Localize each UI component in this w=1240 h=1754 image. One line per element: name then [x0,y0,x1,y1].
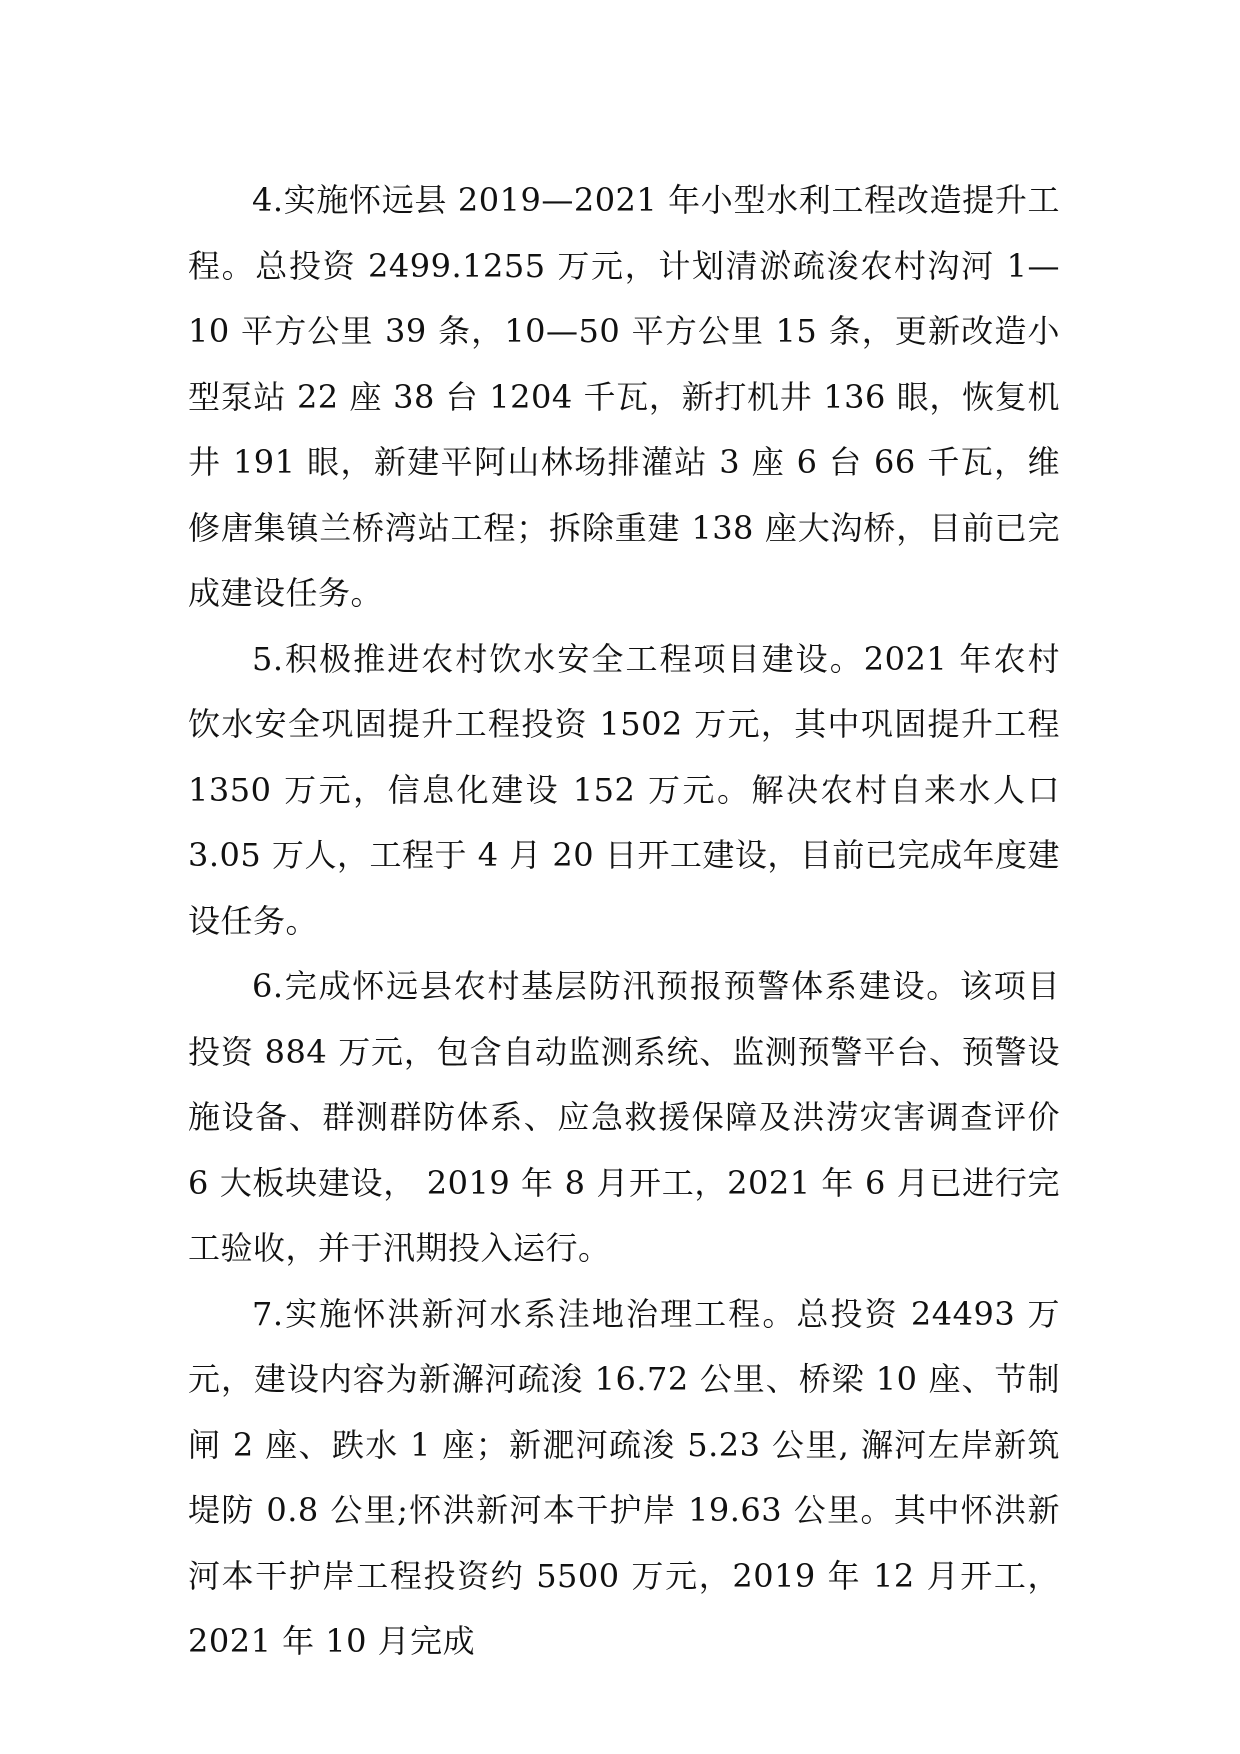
paragraph-6-flood-warning-system: 6.完成怀远县农村基层防汛预报预警体系建设。该项目投资 884 万元，包含自动监测系统、监测预警平台、预警设施设备、群测群防体系、应急救援保障及洪涝灾害调查评价 6 大板块建设， 2019 年 8 月开工，2021 年 6 月已进行完工验收，并于汛期投入运行。 [188,967,1071,1267]
document-body [188,168,1071,1675]
paragraph-7-huaihong-river-project: 7.实施怀洪新河水系洼地治理工程。总投资 24493 万元，建设内容为新澥河疏浚 16.72 公里、桥梁 10 座、节制闸 2 座、跌水 1 座；新淝河疏浚 5.23 公里, 澥河左岸新筑堤防 0.8 公里;怀洪新河本干护岸 19.63 公里。其中怀洪新河本干护岸工程投资约 5500 万元，2019 年 12 月开工， 2021 年 10 月完成 [188,1294,1071,1660]
paragraph-5-rural-drinking-water: 5.积极推进农村饮水安全工程项目建设。2021 年农村饮水安全巩固提升工程投资 1502 万元，其中巩固提升工程 1350 万元，信息化建设 152 万元。解决农村自来水人口 3.05 万人，工程于 4 月 20 日开工建设，目前已完成年度建设任务。 [188,639,1071,940]
paragraph-4-small-water-projects: 4.实施怀远县 2019—2021 年小型水利工程改造提升工程。总投资 2499.1255 万元，计划清淤疏浚农村沟河 1—10 平方公里 39 条，10—50 平方公里 15 条，更新改造小型泵站 22 座 38 台 1204 千瓦，新打机井 136 眼，恢复机井 191 眼，新建平阿山林场排灌站 3 座 6 台 66 千瓦，维修唐集镇兰桥湾站工程；拆除重建 138 座大沟桥，目前已完成建设任务。 [188,181,1060,612]
